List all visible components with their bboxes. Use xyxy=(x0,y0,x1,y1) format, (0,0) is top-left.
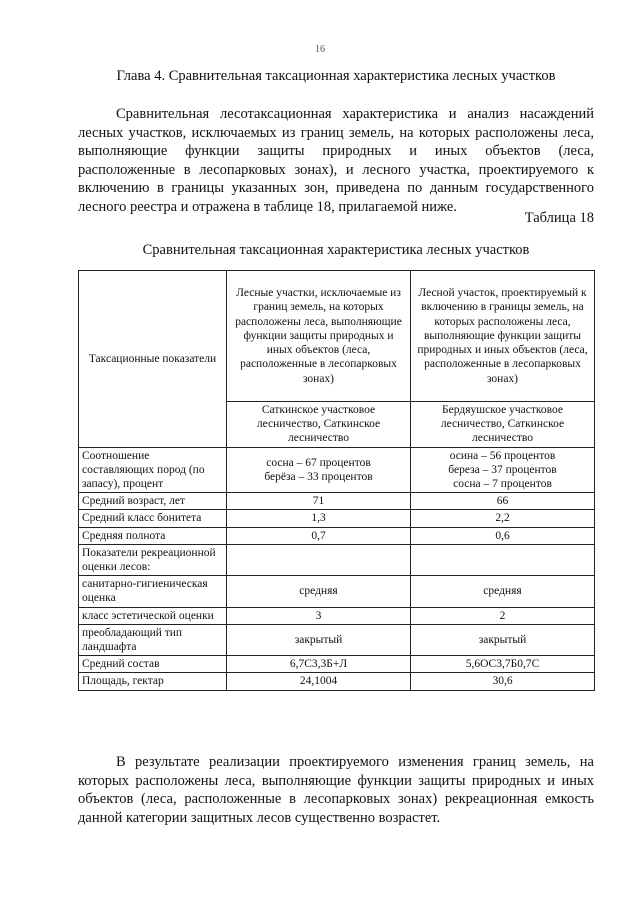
row-label-cell: Средняя полнота xyxy=(79,527,227,544)
species-col1-cell xyxy=(227,447,411,493)
table-row xyxy=(79,493,595,510)
table-header-row xyxy=(79,271,595,402)
species-col1-line: берёза – 33 процентов xyxy=(264,470,373,483)
table-row xyxy=(79,673,595,690)
species-label-cell: Соотношение составляющих пород (по запасу), процент xyxy=(79,447,227,493)
table-row xyxy=(79,576,595,607)
row-value-cell: средняя xyxy=(227,576,411,607)
forestry-col2-cell: Бердяушское участковое лесничество, Саткинское лесничество xyxy=(411,402,595,448)
table-row xyxy=(79,607,595,624)
empty-cell xyxy=(411,544,595,575)
row-value-cell: 0,7 xyxy=(227,527,411,544)
row-label-cell: преобладающий тип ландшафта xyxy=(79,624,227,655)
row-value-cell: закрытый xyxy=(227,624,411,655)
row-value-cell: 1,3 xyxy=(227,510,411,527)
row-label-cell: класс эстетической оценки xyxy=(79,607,227,624)
row-label-cell: Средний состав xyxy=(79,656,227,673)
table-row xyxy=(79,510,595,527)
header-indicators-cell: Таксационные показатели xyxy=(79,271,227,448)
row-value-cell: 5,6ОС3,7Б0,7С xyxy=(411,656,595,673)
empty-cell xyxy=(227,544,411,575)
row-value-cell: 66 xyxy=(411,493,595,510)
table-row xyxy=(79,624,595,655)
row-label-cell: санитарно-гигиеническая оценка xyxy=(79,576,227,607)
page-number: 16 xyxy=(315,44,325,55)
row-value-cell: 2,2 xyxy=(411,510,595,527)
row-value-cell: 24,1004 xyxy=(227,673,411,690)
species-col1-line: сосна – 67 процентов xyxy=(266,456,371,469)
comparison-table xyxy=(78,270,595,691)
table-row-recreation-header xyxy=(79,544,595,575)
row-label-cell: Площадь, гектар xyxy=(79,673,227,690)
row-value-cell: 6,7С3,3Б+Л xyxy=(227,656,411,673)
row-value-cell: 3 xyxy=(227,607,411,624)
species-col2-line: сосна – 7 процентов xyxy=(453,478,552,491)
table-label: Таблица 18 xyxy=(524,210,594,226)
row-label-cell: Средний класс бонитета xyxy=(79,510,227,527)
table-row-species xyxy=(79,447,595,493)
row-value-cell: средняя xyxy=(411,576,595,607)
header-col2-cell: Лесной участок, проектируемый к включению в границы земель, на которых расположены леса, выполняющие функции защиты природных и иных объектов (леса, расположенные в лесопарковых зонах) xyxy=(411,271,595,402)
header-col1-cell: Лесные участки, исключаемые из границ земель, на которых расположены леса, выполняющие функции защиты природных и иных объектов (леса, расположенные в лесопарковых зонах) xyxy=(227,271,411,402)
row-value-cell: 71 xyxy=(227,493,411,510)
row-label-cell: Средний возраст, лет xyxy=(79,493,227,510)
intro-paragraph: Сравнительная лесотаксационная характеристика и анализ насаждений лесных участков, исключаемых из границ земель, на которых расположены леса, выполняющие функции защиты природных и иных объектов (леса, расположенные в лесопарковых зонах), и лесного участка, проектируемого к включению в границы указанных зон, приведена по данным государственного лесного реестра и отражена в таблице 18, прилагаемой ниже. xyxy=(78,106,594,215)
species-col2-cell xyxy=(411,447,595,493)
species-col2-line: осина – 56 процентов xyxy=(449,449,556,462)
table-row xyxy=(79,527,595,544)
recreation-header-cell: Показатели рекреационной оценки лесов: xyxy=(79,544,227,575)
row-value-cell: 2 xyxy=(411,607,595,624)
row-value-cell: закрытый xyxy=(411,624,595,655)
row-value-cell: 30,6 xyxy=(411,673,595,690)
table-row xyxy=(79,656,595,673)
chapter-heading: Глава 4. Сравнительная таксационная характеристика лесных участков xyxy=(116,68,556,84)
closing-paragraph: В результате реализации проектируемого изменения границ земель, на которых расположены леса, выполняющие функции защиты природных и иных объектов (леса, расположенные в лесопарковых зонах) рекреационная емкость данной категории защитных лесов существенно возрастет. xyxy=(78,754,594,826)
table-title: Сравнительная таксационная характеристика лесных участков xyxy=(142,242,530,258)
forestry-col1-cell: Саткинское участковое лесничество, Саткинское лесничество xyxy=(227,402,411,448)
row-value-cell: 0,6 xyxy=(411,527,595,544)
species-col2-line: береза – 37 процентов xyxy=(448,463,557,476)
